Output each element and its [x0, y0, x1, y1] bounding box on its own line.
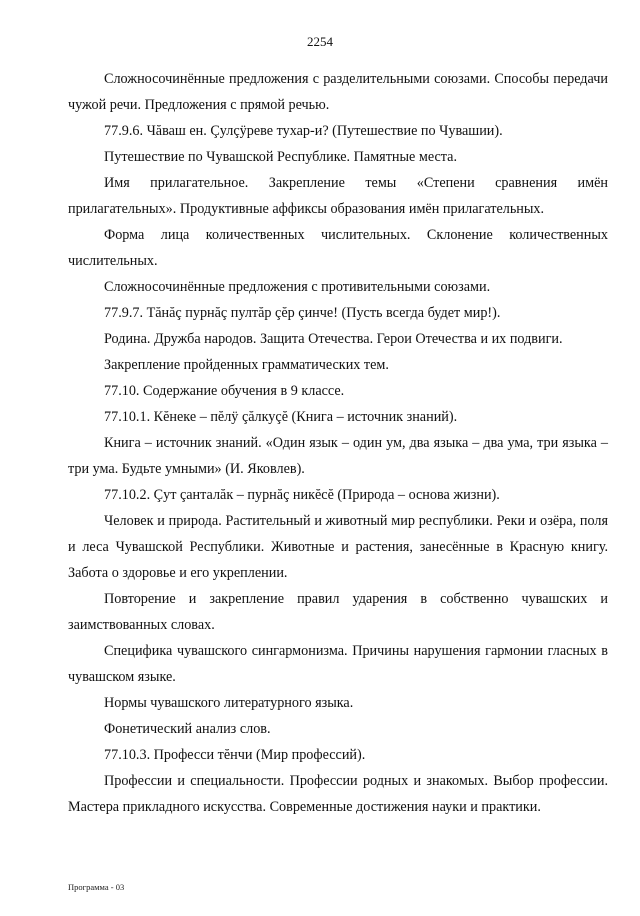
paragraph-20: Профессии и специальности. Профессии родных и знакомых. Выбор профессии. Мастера прикладного искусства. Современные достижения науки и практики.: [68, 773, 608, 815]
section-heading-77-10-3: 77.10.3. Професси тĕнчи (Мир профессий).: [104, 747, 366, 763]
page-number: 2254: [307, 34, 333, 49]
section-heading-77-9-6: 77.9.6. Чăваш ен. Çулçÿреве тухар-и? (Путешествие по Чувашии).: [104, 123, 503, 139]
section-heading-77-10-1: 77.10.1. Кĕнеке – пĕлÿ çăлкуçĕ (Книга – источник знаний).: [104, 409, 458, 425]
footer-label: Программа - 03: [68, 882, 125, 892]
paragraph-8: Родина. Дружба народов. Защита Отечества. Герои Отечества и их подвиги.: [104, 331, 563, 347]
paragraph-18: Фонетический анализ слов.: [104, 721, 271, 737]
paragraph-1: Сложносочинённые предложения с разделительными союзами. Способы передачи чужой речи. Предложения с прямой речью.: [68, 71, 608, 113]
paragraph-15: Повторение и закрепление правил ударения в собственно чувашских и заимствованных словах.: [68, 591, 608, 633]
paragraph-17: Нормы чувашского литературного языка.: [104, 695, 354, 711]
paragraph-14: Человек и природа. Растительный и животный мир республики. Реки и озёра, поля и леса Чувашской Республики. Животные и растения, занесённые в Красную книгу. Забота о здоровье и его укреплении.: [68, 513, 608, 581]
paragraph-9: Закрепление пройденных грамматических тем.: [104, 357, 389, 373]
paragraph-6: Сложносочинённые предложения с противительными союзами.: [104, 279, 491, 295]
paragraph-3: Путешествие по Чувашской Республике. Памятные места.: [104, 149, 458, 165]
paragraph-5: Форма лица количественных числительных. Склонение количественных числительных.: [68, 227, 608, 269]
section-heading-77-10-2: 77.10.2. Çут çанталăк – пурнăç никĕсĕ (Природа – основа жизни).: [104, 487, 500, 503]
document-body: [68, 66, 608, 820]
paragraph-4: Имя прилагательное. Закрепление темы «Степени сравнения имён прилагательных». Продуктивные аффиксы образования имён прилагательных.: [68, 175, 608, 217]
paragraph-16: Специфика чувашского сингармонизма. Причины нарушения гармонии гласных в чувашском языке.: [68, 643, 608, 685]
section-heading-77-10: 77.10. Содержание обучения в 9 классе.: [104, 383, 345, 399]
paragraph-12: Книга – источник знаний. «Один язык – один ум, два языка – два ума, три языка – три ума. Будьте умными» (И. Яковлев).: [68, 435, 608, 477]
section-heading-77-9-7: 77.9.7. Тăнăç пурнăç пултăр çĕр çинче! (Пусть всегда будет мир!).: [104, 305, 501, 321]
